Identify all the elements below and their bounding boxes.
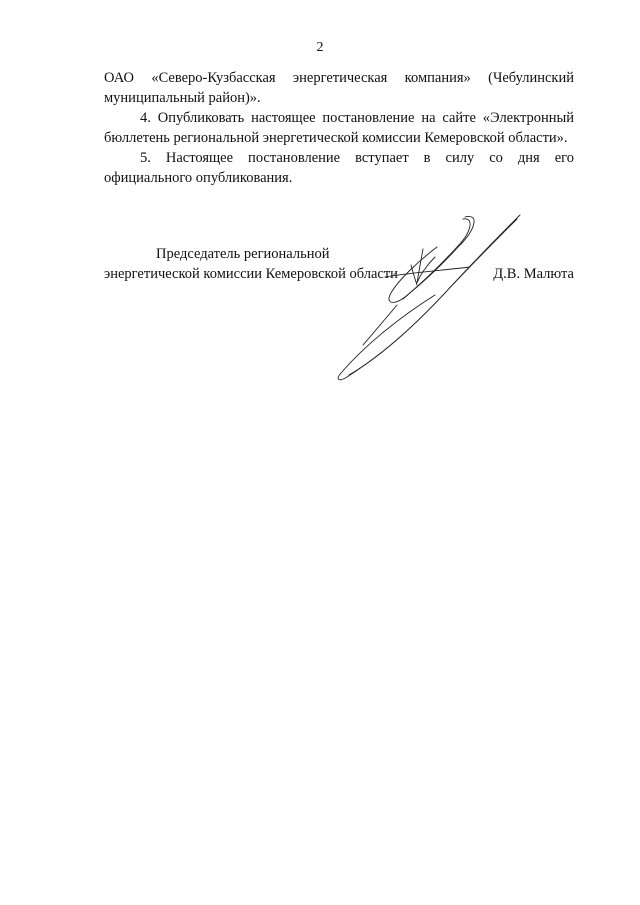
page-number: 2	[316, 40, 324, 55]
signer-title-line2: энергетической комиссии Кемеровской области	[104, 266, 398, 282]
signer-title-line1: Председатель региональной	[156, 246, 330, 262]
document-body	[104, 68, 574, 188]
paragraph-item-4: 4. Опубликовать настоящее постановление на сайте «Электронный бюллетень региональной энергетической комиссии Кемеровской области».	[104, 110, 574, 146]
handwritten-signature	[325, 205, 530, 385]
signer-name: Д.В. Малюта	[493, 266, 574, 282]
paragraph-continuation: ОАО «Северо-Кузбасская энергетическая компания» (Чебулинский муниципальный район)».	[104, 70, 574, 106]
paragraph-item-5: 5. Настоящее постановление вступает в силу со дня его официального опубликования.	[104, 150, 574, 186]
